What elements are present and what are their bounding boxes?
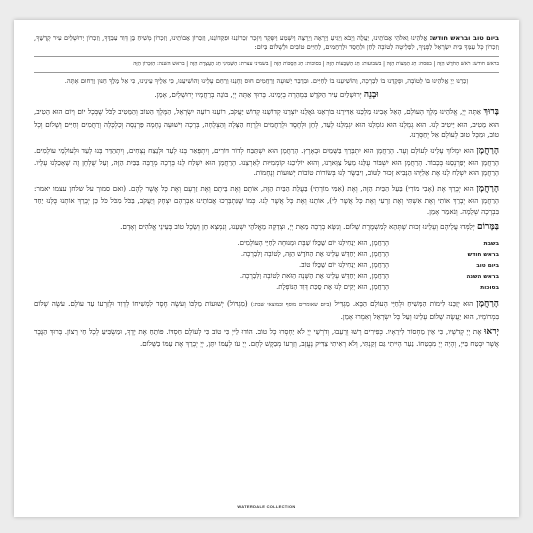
bamarom-paragraph	[34, 221, 499, 234]
collection-footer: WATERDALE COLLECTION	[237, 504, 296, 509]
yiru-paragraph	[34, 326, 499, 350]
yaaleh-label: ביום טוב ובראש חודש:	[429, 34, 499, 42]
holiday-label: ביום טוב	[476, 263, 499, 270]
harachaman-text: הוּא יְזַכֵּנוּ לִימוֹת הַמָּשִׁיחַ וּלְחַיֵּי הָעוֹלָם הַבָּא. מַגְדִּיל	[334, 299, 474, 309]
baruch-paragraph	[34, 106, 499, 140]
holiday-insertions	[34, 238, 499, 293]
holiday-label: בסוכות	[480, 285, 499, 292]
harachaman-lead: הָרַחֲמָן	[476, 299, 499, 310]
harachaman-text-continued: (מִגְדּוֹל) יְשׁוּעוֹת מַלְכּוֹ וְעֹשֶׂה חֶסֶד לִמְשִׁיחוֹ לְדָוִד וּלְזַרְעוֹ עַד עוֹלָם. עֹשֶׂה שָׁלוֹם בִּמְרוֹמָיו, הוּא יַעֲשֶׂה שָׁלוֹם עָלֵינוּ וְעַל כָּל יִשְׂרָאֵל וְאִמְרוּ אָמֵן.	[34, 299, 499, 321]
holiday-row-rosh-chodesh	[34, 249, 499, 260]
divider	[34, 56, 499, 57]
holiday-text: הָרַחֲמָן, הוּא יְחַדֵּשׁ עָלֵינוּ אֶת הַשָּׁנָה הַזֹּאת לְטוֹבָה וְלִבְרָכָה.	[239, 272, 389, 281]
uvneh-text: יְרוּשָׁלַיִם עִיר הַקֹּדֶשׁ בִּמְהֵרָה בְיָמֵינוּ. בָּרוּךְ אַתָּה יְיָ, בּוֹנֵה בְרַחֲמָיו יְרוּשָׁלָיִם, אָמֵן.	[154, 89, 362, 99]
holiday-days-line: בראש חודש: רֹאשׁ הַחֹדֶשׁ הַזֶּה | בפסח: חַג הַמַּצּוֹת הַזֶּה | בשבועות: חַג הַשָּׁבֻעוֹת הַזֶּה | בסוכות: חַג הַסֻּכּוֹת הַזֶּה | בשמיני עצרת: הַשְּׁמִינִי חַג הָעֲצֶרֶת הַזֶּה | בראש השנה: הַזִּכָּרוֹן הַזֶּה	[133, 60, 499, 67]
bamarom-lead: בַּמָּרוֹם	[476, 222, 499, 233]
holiday-row-shabbat	[34, 238, 499, 249]
zochrenu-paragraph: זָכְרֵנוּ יְיָ אֱלֹהֵינוּ בּוֹ לְטוֹבָה, וּפָקְדֵנוּ בוֹ לִבְרָכָה, וְהוֹשִׁיעֵנוּ בוֹ לְחַיִּים. וּבִדְבַר יְשׁוּעָה וְרַחֲמִים חוּס וְחָנֵּנוּ וְרַחֵם עָלֵינוּ וְהוֹשִׁיעֵנוּ, כִּי אֵלֶיךָ עֵינֵינוּ, כִּי אֵל מֶלֶךְ חַנּוּן וְרַחוּם אָתָּה.	[64, 76, 469, 85]
harachaman-paragraph-1	[34, 145, 499, 179]
baruch-text: אַתָּה יְיָ, אֱלֹהֵינוּ מֶלֶךְ הָעוֹלָם, הָאֵל אָבִינוּ מַלְכֵּנוּ אַדִּירֵנוּ בּוֹרְאֵנוּ גֹּאֲלֵנוּ יוֹצְרֵנוּ קְדוֹשֵׁנוּ קְדוֹשׁ יַעֲקֹב, רוֹעֵנוּ רוֹעֵה יִשְׂרָאֵל, הַמֶּלֶךְ הַטּוֹב וְהַמֵּטִיב לַכֹּל שֶׁבְּכָל יוֹם וָיוֹם הוּא הֵטִיב, הוּא מֵטִיב, הוּא יֵיטִיב לָנוּ. הוּא גְמָלָנוּ הוּא גוֹמְלֵנוּ הוּא יִגְמְלֵנוּ לָעַד, לְחֵן וּלְחֶסֶד וּלְרַחֲמִים וּלְרֶוַח הַצָּלָה וְהַצְלָחָה, בְּרָכָה וִישׁוּעָה נֶחָמָה פַּרְנָסָה וְכַלְכָּלָה וְרַחֲמִים וְחַיִּים וְשָׁלוֹם וְכָל טוֹב, וּמִכָּל טוּב לְעוֹלָם אַל יְחַסְּרֵנוּ.	[34, 107, 499, 140]
harachaman-text: הוּא יִמְלוֹךְ עָלֵינוּ לְעוֹלָם וָעֶד. הָרַחֲמָן הוּא יִתְבָּרַךְ בַּשָּׁמַיִם וּבָאָרֶץ. הָרַחֲמָן הוּא יִשְׁתַּבַּח לְדוֹר דּוֹרִים, וְיִתְפָּאַר בָּנוּ לָעַד וּלְנֵצַח נְצָחִים, וְיִתְהַדַּר בָּנוּ לָעַד וּלְעוֹלְמֵי עוֹלָמִים. הָרַחֲמָן הוּא יְפַרְנְסֵנוּ בְּכָבוֹד. הָרַחֲמָן הוּא יִשְׁבּוֹר עֻלֵּנוּ מֵעַל צַוָּארֵנוּ, וְהוּא יוֹלִיכֵנוּ קוֹמְמִיּוּת לְאַרְצֵנוּ. הָרַחֲמָן הוּא יִשְׁלַח לָנוּ בְּרָכָה מְרֻבָּה בַּבַּיִת הַזֶּה, וְעַל שֻׁלְחָן זֶה שֶׁאָכַלְנוּ עָלָיו. הָרַחֲמָן הוּא יִשְׁלַח לָנוּ אֶת אֵלִיָּהוּ הַנָּבִיא זָכוּר לַטּוֹב, וִיבַשֶּׂר לָנוּ בְּשׂוֹרוֹת טוֹבוֹת יְשׁוּעוֹת וְנֶחָמוֹת.	[34, 145, 499, 178]
baruch-lead: בָּרוּךְ	[483, 107, 499, 118]
holiday-text: הָרַחֲמָן, הוּא יַנְחִילֵנוּ יוֹם שֶׁכֻּלּוֹ טוֹב.	[299, 261, 389, 270]
yaaleh-text: אֱלֹהֵינוּ וֵאלֹהֵי אֲבוֹתֵינוּ, יַעֲלֶה וְיָבֹא וְיַגִּיעַ וְיֵרָאֶה וְיֵרָצֶה וְיִשָּׁמַע וְיִפָּקֵד וְיִזָּכֵר זִכְרוֹנֵנוּ וּפִקְדוֹנֵנוּ, וְזִכְרוֹן אֲבוֹתֵינוּ, וְזִכְרוֹן מָשִׁיחַ בֶּן דָּוִד עַבְדֶּךָ, וְזִכְרוֹן יְרוּשָׁלַיִם עִיר קָדְשֶׁךָ, וְזִכְרוֹן כָּל עַמְּךָ בֵּית יִשְׂרָאֵל לְפָנֶיךָ, לִפְלֵיטָה לְטוֹבָה לְחֵן וּלְחֶסֶד וּלְרַחֲמִים, לְחַיִּים טוֹבִים וּלְשָׁלוֹם בְּיוֹם:	[34, 34, 499, 52]
uvneh-paragraph	[34, 89, 499, 102]
document-sheet	[14, 20, 519, 517]
prayer-text	[34, 34, 499, 495]
holiday-label: בראש חודש	[467, 252, 499, 259]
yiru-text: אֶת יְיָ קְדֹשָׁיו, כִּי אֵין מַחְסוֹר לִירֵאָיו. כְּפִירִים רָשׁוּ וְרָעֵבוּ, וְדֹרְשֵׁי יְיָ לֹא יַחְסְרוּ כָל טוֹב. הוֹדוּ לַייָ כִּי טוֹב כִּי לְעוֹלָם חַסְדּוֹ. פּוֹתֵחַ אֶת יָדֶךָ, וּמַשְׂבִּיעַ לְכָל חַי רָצוֹן. בָּרוּךְ הַגֶּבֶר אֲשֶׁר יִבְטַח בַּייָ, וְהָיָה יְיָ מִבְטַחוֹ. נַעַר הָיִיתִי גַּם זָקַנְתִּי, וְלֹא רָאִיתִי צַדִּיק נֶעֱזָב, וְזַרְעוֹ מְבַקֶּשׁ לָחֶם. יְיָ עֹז לְעַמּוֹ יִתֵּן, יְיָ יְבָרֵךְ אֶת עַמּוֹ בַשָּׁלוֹם.	[34, 327, 499, 349]
bamarom-text: יְלַמְּדוּ עֲלֵיהֶם וְעָלֵינוּ זְכוּת שֶׁתְּהֵא לְמִשְׁמֶרֶת שָׁלוֹם. וְנִשָּׂא בְרָכָה מֵאֵת יְיָ, וּצְדָקָה מֵאֱלֹהֵי יִשְׁעֵנוּ, וְנִמְצָא חֵן וְשֵׂכֶל טוֹב בְּעֵינֵי אֱלֹהִים וְאָדָם.	[120, 222, 475, 232]
yiru-lead: יְראוּ	[484, 327, 499, 338]
holiday-label: בראש השנה	[466, 274, 499, 281]
holiday-row-rosh-hashana	[34, 271, 499, 282]
holiday-label: בשבת	[483, 241, 499, 248]
holiday-text: הָרַחֲמָן, הוּא יַנְחִילֵנוּ יוֹם שֶׁכֻּלּוֹ שַׁבָּת וּמְנוּחָה לְחַיֵּי הָעוֹלָמִים.	[237, 239, 389, 248]
instruction-note: (ביום שאומרים מוסף ובמוצאי שבת:)	[250, 302, 332, 309]
harachaman-paragraph-2	[34, 183, 499, 217]
uvneh-lead: וּבְנֵה	[363, 89, 379, 100]
harachaman-lead: הָרַחֲמָן	[476, 145, 499, 156]
holiday-text: הָרַחֲמָן, הוּא יָקִים לָנוּ אֶת סֻכַּת דָּוִד הַנּוֹפָלֶת.	[276, 283, 389, 292]
harachaman-paragraph-3	[34, 298, 499, 322]
holiday-row-sukkot	[34, 282, 499, 293]
holiday-row-yom-tov	[34, 260, 499, 271]
holiday-text: הָרַחֲמָן, הוּא יְחַדֵּשׁ עָלֵינוּ אֶת הַחֹדֶשׁ הַזֶּה, לְטוֹבָה וְלִבְרָכָה.	[240, 250, 389, 259]
harachaman-lead: הָרַחֲמָן	[476, 183, 499, 194]
harachaman-text: הוּא יְבָרֵךְ אֶת (אָבִי מוֹרִי) בַּעַל הַבַּיִת הַזֶּה, וְאֶת (אִמִּי מוֹרָתִי) בַּעֲלַת הַבַּיִת הַזֶּה, אוֹתָם וְאֶת בֵּיתָם וְאֶת זַרְעָם וְאֶת כָּל אֲשֶׁר לָהֶם. (ואם סמוך על שלחן עצמו יאמר: הָרַחֲמָן הוּא יְבָרֵךְ אוֹתִי וְאֶת אִשְׁתִּי וְאֶת זַרְעִי וְאֶת כָּל אֲשֶׁר לִי), אוֹתָנוּ וְאֶת כָּל אֲשֶׁר לָנוּ. כְּמוֹ שֶׁנִּתְבָּרְכוּ אֲבוֹתֵינוּ אַבְרָהָם יִצְחָק וְיַעֲקֹב, בַּכֹּל מִכֹּל כֹּל כֵּן יְבָרֵךְ אוֹתָנוּ כֻּלָּנוּ יַחַד בִּבְרָכָה שְׁלֵמָה. וְנֹאמַר אָמֵן.	[34, 183, 499, 216]
divider	[34, 72, 499, 73]
yaaleh-veyavo-paragraph	[34, 34, 499, 53]
